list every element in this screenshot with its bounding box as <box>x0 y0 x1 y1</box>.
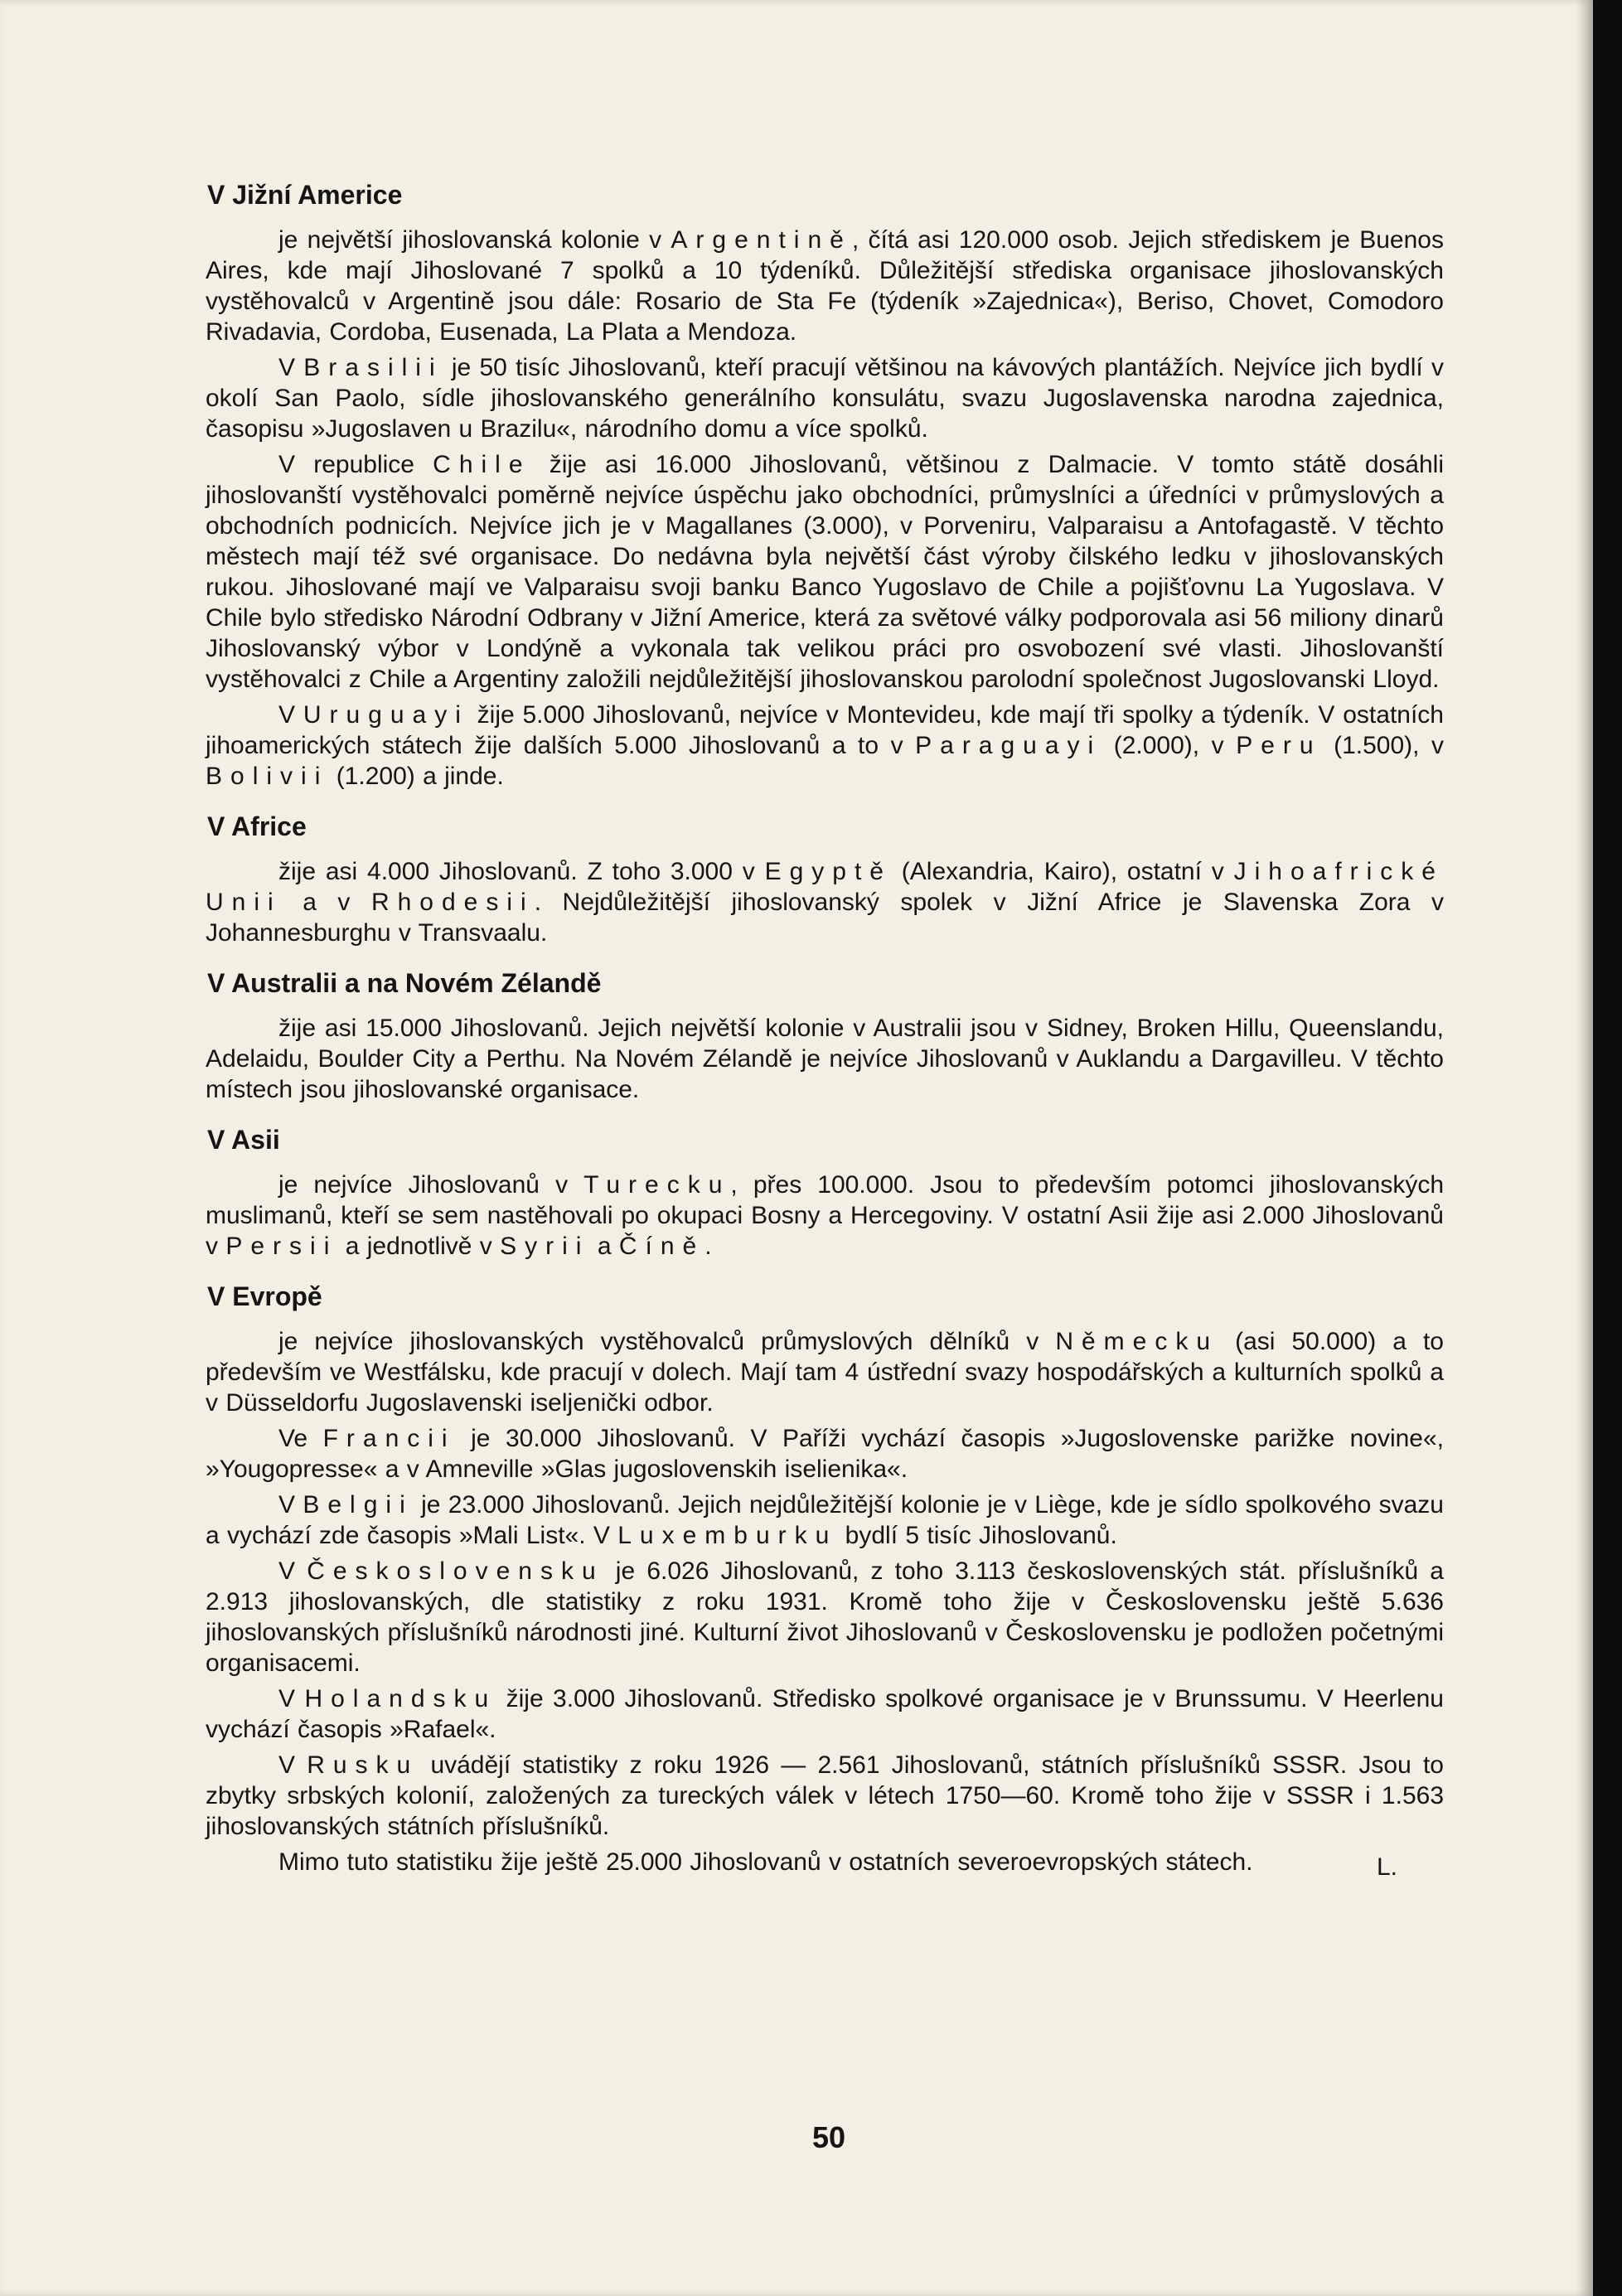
paragraph <box>206 1683 1444 1745</box>
paragraph <box>206 856 1444 948</box>
paragraph <box>206 1326 1444 1418</box>
section <box>206 810 1444 948</box>
text-run: V <box>278 1557 307 1585</box>
spaced-place-name: Syrii <box>500 1233 590 1260</box>
text-run: žije asi 15.000 Jihoslovanů. Jejich největší kolonie v Australii jsou v Sidney, Broken Hillu, Queenslandu, Adelaidu, Boulder City a Perthu. Na Novém Zélandě je nejvíce Jihoslovanů v Auklandu a Dargavilleu. V těchto místech jsou jihoslovanské organisace. <box>206 1015 1444 1103</box>
text-run: žije 3.000 Jihoslovanů. Středisko spolkové organisace je v Brunssumu. V Heerlenu vychází časopis »Rafael«. <box>206 1685 1444 1743</box>
text-run: je 23.000 Jihoslovanů. Jejich nejdůležitější kolonie je v Liège, kde je sídlo spolkového svazu a vychází zde časopis »Mali List«. V <box>206 1491 1444 1549</box>
text-run: V <box>278 354 304 381</box>
author-signature: L. <box>1376 1853 1397 1881</box>
text-run: je 30.000 Jihoslovanů. V Paříži vychází časopis »Jugoslovenske parižke novine«, »Yougopresse« a v Amneville »Glas jugoslovenskih iselienika«. <box>206 1425 1445 1483</box>
text-run: žije 5.000 Jihoslovanů, nejvíce v Montevideu, kde mají tři spolky a týdeník. V ostatních jihoamerických státech žije dalších 5.000 Jihoslovanů a to v <box>206 701 1444 759</box>
page-content <box>206 178 1444 1901</box>
paragraph <box>206 1556 1444 1678</box>
paragraph <box>206 1013 1444 1105</box>
text-run: žije asi 16.000 Jihoslovanů, většinou z Dalmacie. V tomto státě dosáhli jihoslovanští vystěhovalci poměrně nejvíce úspěchu jako obchodníci, průmyslníci a úředníci v průmyslových a obchodních podnicích. Nejvíce jich je v Magallanes (3.000), v Porveniru, Valparaisu a Antofagastě. V těchto městech mají též své organisace. Do nedávna byla největší část výroby čilského ledku v jihoslovanských rukou. Jihoslované mají ve Valparaisu svoji banku Banco Yugoslavo de Chile a pojišťovnu La Yugoslava. V Chile bylo středisko Národní Odbrany v Jižní Americe, která za světové války podporovala asi 56 miliony dinarů Jihoslovanský výbor v Londýně a vykonala tak velikou práci pro osvobození své vlasti. Jihoslovanští vystěhovalci z Chile a Argentiny založili nejdůležitější jihoslovanskou parolodní společnost Jugoslovanski Lloyd. <box>206 451 1444 693</box>
page-number: 50 <box>811 2120 846 2154</box>
section <box>206 178 1444 792</box>
spaced-place-name: Holandsku <box>304 1685 497 1712</box>
spaced-place-name: Jihoafrické Unii <box>206 858 1444 916</box>
paragraph <box>206 352 1444 444</box>
section <box>206 966 1444 1105</box>
spaced-place-name: Francii <box>322 1425 456 1452</box>
spaced-place-name: Egyptě <box>764 858 892 885</box>
text-run: a jednotlivě v <box>337 1233 501 1260</box>
text-run: (2.000), v <box>1102 732 1237 759</box>
text-run: V <box>278 1685 305 1712</box>
spaced-place-name: Číně <box>618 1233 705 1260</box>
spaced-place-name: Paraguayi <box>915 732 1102 759</box>
text-run: uvádějí statistiky z roku 1926 — 2.561 Jihoslovanů, státních příslušníků SSSR. Jsou to zbytky srbských kolonií, založených za tureckých válek v létech 1750—60. Kromě toho žije v SSSR i 1.563 jihoslovanských státních příslušníků. <box>206 1751 1444 1840</box>
text-run: je 50 tisíc Jihoslovanů, kteří pracují většinou na kávových plantážích. Nejvíce jich bydlí v okolí San Paolo, sídle jihoslovanského generálního konsulátu, svazu Jugoslavenska narodna zajednica, časopisu »Jugoslaven u Brazilu«, národního domu a více spolků. <box>206 354 1444 443</box>
spaced-place-name: Chile <box>433 451 531 478</box>
text-run: V republice <box>278 451 433 478</box>
text-run: V <box>278 1751 307 1779</box>
text-run: Ve <box>278 1425 323 1452</box>
section <box>206 1280 1444 1882</box>
text-run: . <box>704 1233 712 1260</box>
paragraph <box>206 700 1444 792</box>
text-run: , přes 100.000. Jsou to především potomci jihoslovanských muslimanů, kteří se sem nastěhovali po okupaci Bosny a Hercegoviny. V ostatní Asii žije asi 2.000 Jihoslovanů v <box>206 1171 1445 1260</box>
spaced-place-name: Turecku <box>583 1171 731 1199</box>
paragraph <box>206 1750 1444 1842</box>
text-run: V <box>278 701 303 729</box>
spaced-place-name: Luxemburku <box>617 1522 838 1549</box>
scan-edge <box>1593 0 1622 2296</box>
section-heading: V Australii a na Novém Zélandě <box>207 968 602 998</box>
spaced-place-name: Persii <box>225 1233 338 1260</box>
text-run: je nejvíce Jihoslovanů v <box>278 1171 584 1199</box>
spaced-place-name: Rhodesii <box>370 889 535 916</box>
text-run: je největší jihoslovanská kolonie v <box>278 226 671 254</box>
text-run: žije asi 4.000 Jihoslovanů. Z toho 3.000 v <box>278 858 765 885</box>
text-run: . Nejdůležitější jihoslovanský spolek v Jižní Africe je Slavenska Zora v Johannesburghu v Transvaalu. <box>206 889 1444 947</box>
section <box>206 1123 1444 1262</box>
spaced-place-name: Uruguayi <box>303 701 469 729</box>
text-run: je nejvíce jihoslovanských vystěhovalců průmyslových dělníků v <box>278 1328 1056 1355</box>
spaced-place-name: Peru <box>1236 732 1322 759</box>
spaced-place-name: Rusku <box>307 1751 419 1779</box>
text-run: (Alexandria, Kairo), ostatní v <box>891 858 1234 885</box>
text-run: (1.200) a jinde. <box>328 763 504 790</box>
spaced-place-name: Německu <box>1055 1328 1219 1355</box>
spaced-place-name: Belgii <box>303 1491 414 1519</box>
text-run: je 6.026 Jihoslovanů, z toho 3.113 československých stát. příslušníků a 2.913 jihoslovanských, dle statistiky z roku 1931. Kromě toho žije v Československu ještě 5.636 jihoslovanských příslušníků národnosti jiné. Kulturní život Jihoslovanů v Československu je podložen početnými organisacemi. <box>206 1557 1444 1677</box>
paragraph <box>206 449 1444 695</box>
spaced-place-name: Brasilii <box>303 354 443 381</box>
text-run: (asi 50.000) a to především ve Westfálsku, kde pracují v dolech. Mají tam 4 ústřední svazy hospodářských a kulturních spolků a v Düsseldorfu Jugoslavenski iseljenički odbor. <box>206 1328 1444 1417</box>
text-run: V <box>278 1491 303 1519</box>
paragraph <box>206 1423 1444 1485</box>
paragraph <box>206 1170 1444 1262</box>
page-fold-shadow <box>1575 0 1593 2296</box>
text-run: a v <box>281 889 371 916</box>
spaced-place-name: Bolivii <box>206 763 329 790</box>
text-run: bydlí 5 tisíc Jihoslovanů. <box>837 1522 1117 1549</box>
paragraph <box>206 225 1444 347</box>
text-run: a <box>589 1233 619 1260</box>
spaced-place-name: Československu <box>307 1557 604 1585</box>
section-heading: V Asii <box>207 1125 280 1155</box>
text-run: , čítá asi 120.000 osob. Jejich střediskem je Buenos Aires, kde mají Jihoslované 7 spolků a 10 týdeníků. Důležitější střediska organisace jihoslovanských vystěhovalců v Argentině jsou dále: Rosario de Sta Fe (týdeník »Zajednica«), Beriso, Chovet, Comodoro Rivadavia, Cordoba, Eusenada, La Plata a Mendoza. <box>206 226 1444 346</box>
section-heading: V Africe <box>207 811 307 841</box>
section-heading: V Jižní Americe <box>207 180 403 210</box>
text-run: (1.500), v <box>1321 732 1444 759</box>
paragraph <box>206 1489 1444 1551</box>
spaced-place-name: Argentině <box>671 226 852 254</box>
text-run: Mimo tuto statistiku žije ještě 25.000 Jihoslovanů v ostatních severoevropských státech. <box>278 1848 1253 1876</box>
section-heading: V Evropě <box>207 1281 322 1311</box>
